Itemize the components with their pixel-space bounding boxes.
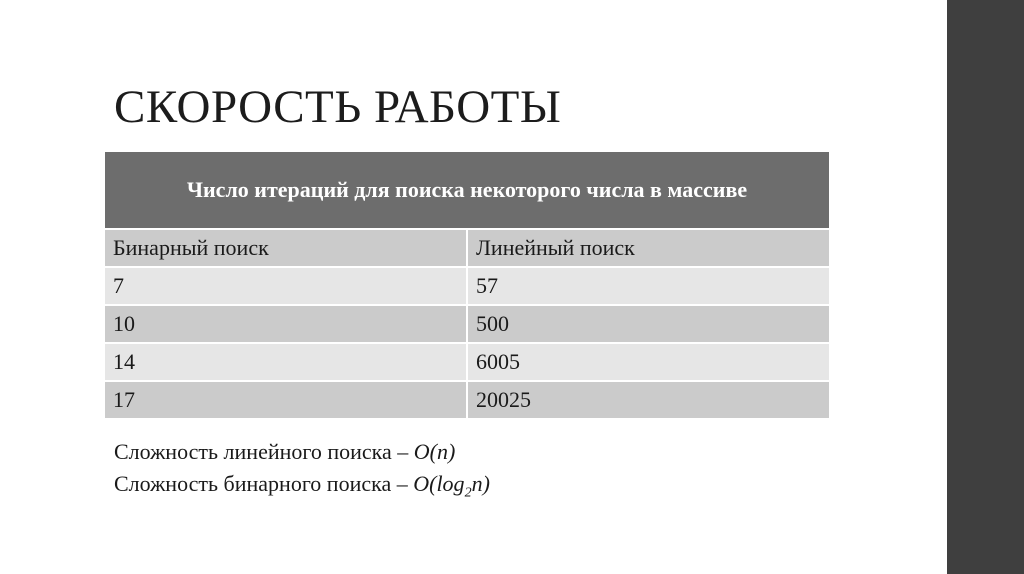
complexity-notes xyxy=(114,436,490,509)
table-row xyxy=(105,267,829,305)
binary-cell: 14 xyxy=(105,343,467,381)
iterations-table xyxy=(105,152,829,420)
linear-cell: 6005 xyxy=(467,343,829,381)
header-linear-search: Линейный поиск xyxy=(467,229,829,267)
binary-complexity-text: Сложность бинарного поиска – xyxy=(114,471,414,496)
linear-complexity-text: Сложность линейного поиска – xyxy=(114,439,414,464)
right-sidebar-strip xyxy=(947,0,1024,574)
header-binary-search: Бинарный поиск xyxy=(105,229,467,267)
binary-cell: 17 xyxy=(105,381,467,419)
linear-cell: 20025 xyxy=(467,381,829,419)
binary-complexity-formula xyxy=(413,471,490,501)
table-caption: Число итераций для поиска некоторого числа в массиве xyxy=(105,152,829,229)
table-header-row xyxy=(105,229,829,267)
linear-cell: 500 xyxy=(467,305,829,343)
binary-cell: 10 xyxy=(105,305,467,343)
table-row xyxy=(105,343,829,381)
table-row xyxy=(105,305,829,343)
slide-title: СКОРОСТЬ РАБОТЫ xyxy=(114,81,562,133)
binary-formula-end: n) xyxy=(471,471,490,496)
linear-complexity-formula: O(n) xyxy=(413,439,456,464)
table-caption-row xyxy=(105,152,829,229)
linear-complexity-line xyxy=(114,436,490,468)
linear-cell: 57 xyxy=(467,267,829,305)
binary-formula-start: O(log xyxy=(413,471,465,496)
binary-cell: 7 xyxy=(105,267,467,305)
log-base-subscript: 2 xyxy=(464,485,472,501)
table-row xyxy=(105,381,829,419)
binary-complexity-line xyxy=(114,468,490,509)
